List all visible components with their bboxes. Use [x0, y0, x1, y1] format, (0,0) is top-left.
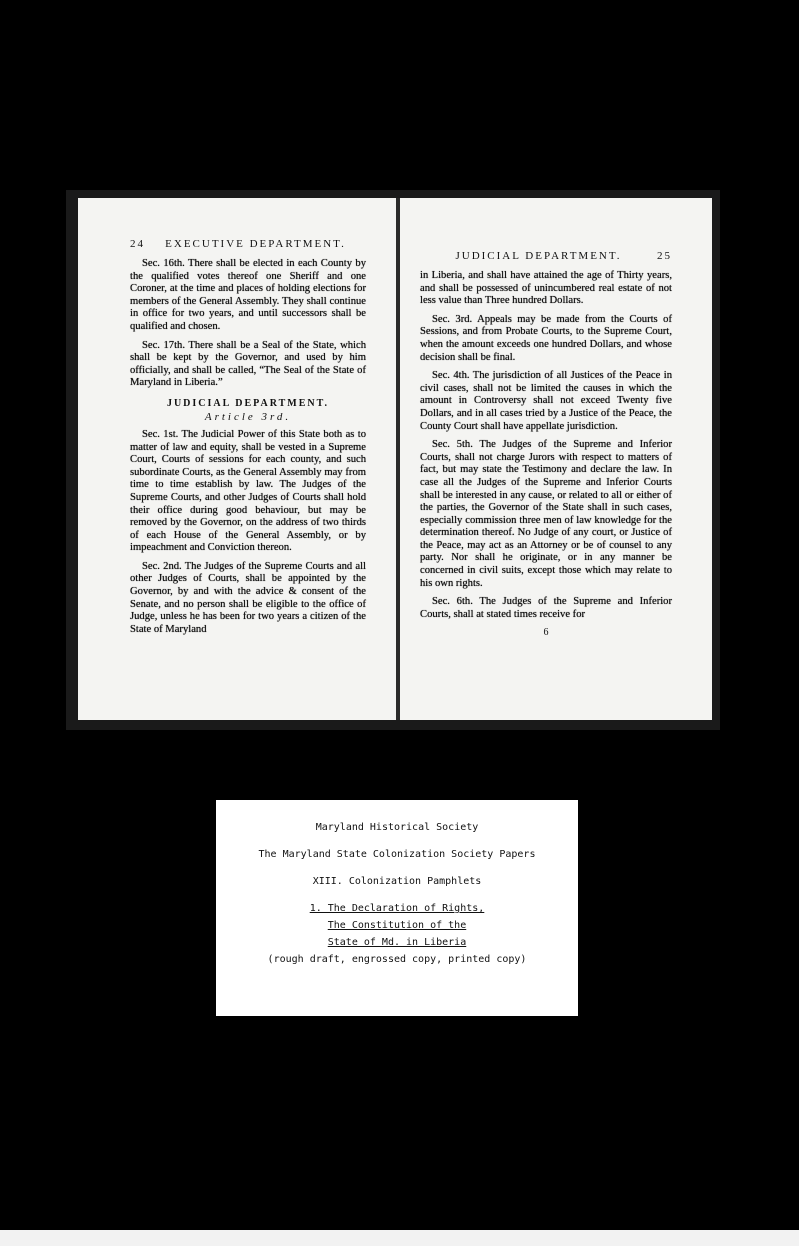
left-page-number: 24	[130, 238, 145, 250]
article-heading: Article 3rd.	[204, 410, 292, 423]
label-institution: Maryland Historical Society	[315, 822, 479, 833]
bottom-frame-strip	[0, 1230, 799, 1246]
left-paragraph: Sec. 1st. The Judicial Power of this State both as to matter of law and equity, shall be vested in a Supreme Court, Courts of sessions for each county, and such subordinate Courts, as the General Assembly may from time to time establish by law. The Judges of the Supreme Courts, and other Judges of Courts shall hold their office during good behaviour, but may be removed by the Governor, on the address of two thirds of each House of the General Assembly, or by impeachment and Conviction thereon.	[130, 428, 366, 554]
left-paragraph: Sec. 2nd. The Judges of the Supreme Courts and all other Judges of Courts, shall be appointed by the Governor, by and with the advice & consent of the Senate, and no person shall be eligible to the office of Judge, unless he has been for two years a citizen of the State of Maryland	[130, 560, 366, 635]
right-running-head	[420, 250, 672, 262]
right-page-number: 25	[656, 250, 672, 262]
label-item-line: State of Md. in Liberia	[327, 937, 467, 948]
section-heading: JUDICIAL DEPARTMENT.	[166, 397, 330, 409]
signature-mark: 6	[543, 627, 549, 639]
open-book-scan	[66, 190, 720, 730]
left-page	[78, 198, 396, 720]
right-running-title: JUDICIAL DEPARTMENT.	[455, 250, 622, 262]
label-series: XIII. Colonization Pamphlets	[312, 876, 482, 887]
left-paragraph: Sec. 17th. There shall be a Seal of the State, which shall be kept by the Governor, and used by him officially, and shall be called, “The Seal of the State of Maryland in Liberia.”	[130, 339, 366, 389]
right-paragraph: Sec. 3rd. Appeals may be made from the Courts of Sessions, and from Probate Courts, to the Supreme Court, when the amount exceeds one hundred Dollars, and whose decision shall be final.	[420, 313, 672, 363]
left-running-title: EXECUTIVE DEPARTMENT.	[165, 238, 346, 250]
left-running-head	[130, 238, 366, 250]
label-item-note: (rough draft, engrossed copy, printed copy)	[267, 954, 527, 965]
label-item-line: 1. The Declaration of Rights,	[309, 903, 485, 914]
label-item-line: The Constitution of the	[327, 920, 467, 931]
right-page	[400, 198, 712, 720]
left-paragraph: Sec. 16th. There shall be elected in each County by the qualified votes thereof one Sheriff and one Coroner, at the time and places of holding elections for members of the General Assembly. They shall continue in office for two years, and until successors shall be qualified and chosen.	[130, 258, 366, 332]
right-paragraph: in Liberia, and shall have attained the age of Thirty years, and shall be possessed of unincumbered real estate of not less value than Three hundred Dollars.	[420, 270, 672, 307]
right-paragraph: Sec. 5th. The Judges of the Supreme and Inferior Courts, shall not charge Jurors with respect to matters of fact, but may state the Testimony and declare the law. In case all the Judges of the Supreme and Inferior Courts shall be interested in any cause, or related to all or either of the parties, the Governor of the State shall in such cases, especially commission three men of law knowledge for the determination thereof. No Judge of any court, or Justice of the Peace, may act as an Attorney or be of counsel to any party. Nor shall he originate, or in any manner be concerned in civil suits, except those which may relate to his own rights.	[420, 439, 672, 589]
right-paragraph: Sec. 4th. The jurisdiction of all Justices of the Peace in civil cases, shall not be limited the causes in which the amount in Controversy shall not exceed Twenty five Dollars, and in all cases tried by a Justice of the Peace, the County Court shall have appellate jurisdiction.	[420, 370, 672, 432]
right-paragraph: Sec. 6th. The Judges of the Supreme and Inferior Courts, shall at stated times receive for	[420, 596, 672, 620]
label-collection: The Maryland State Colonization Society Papers	[258, 849, 536, 860]
archive-label-card	[216, 800, 578, 1016]
